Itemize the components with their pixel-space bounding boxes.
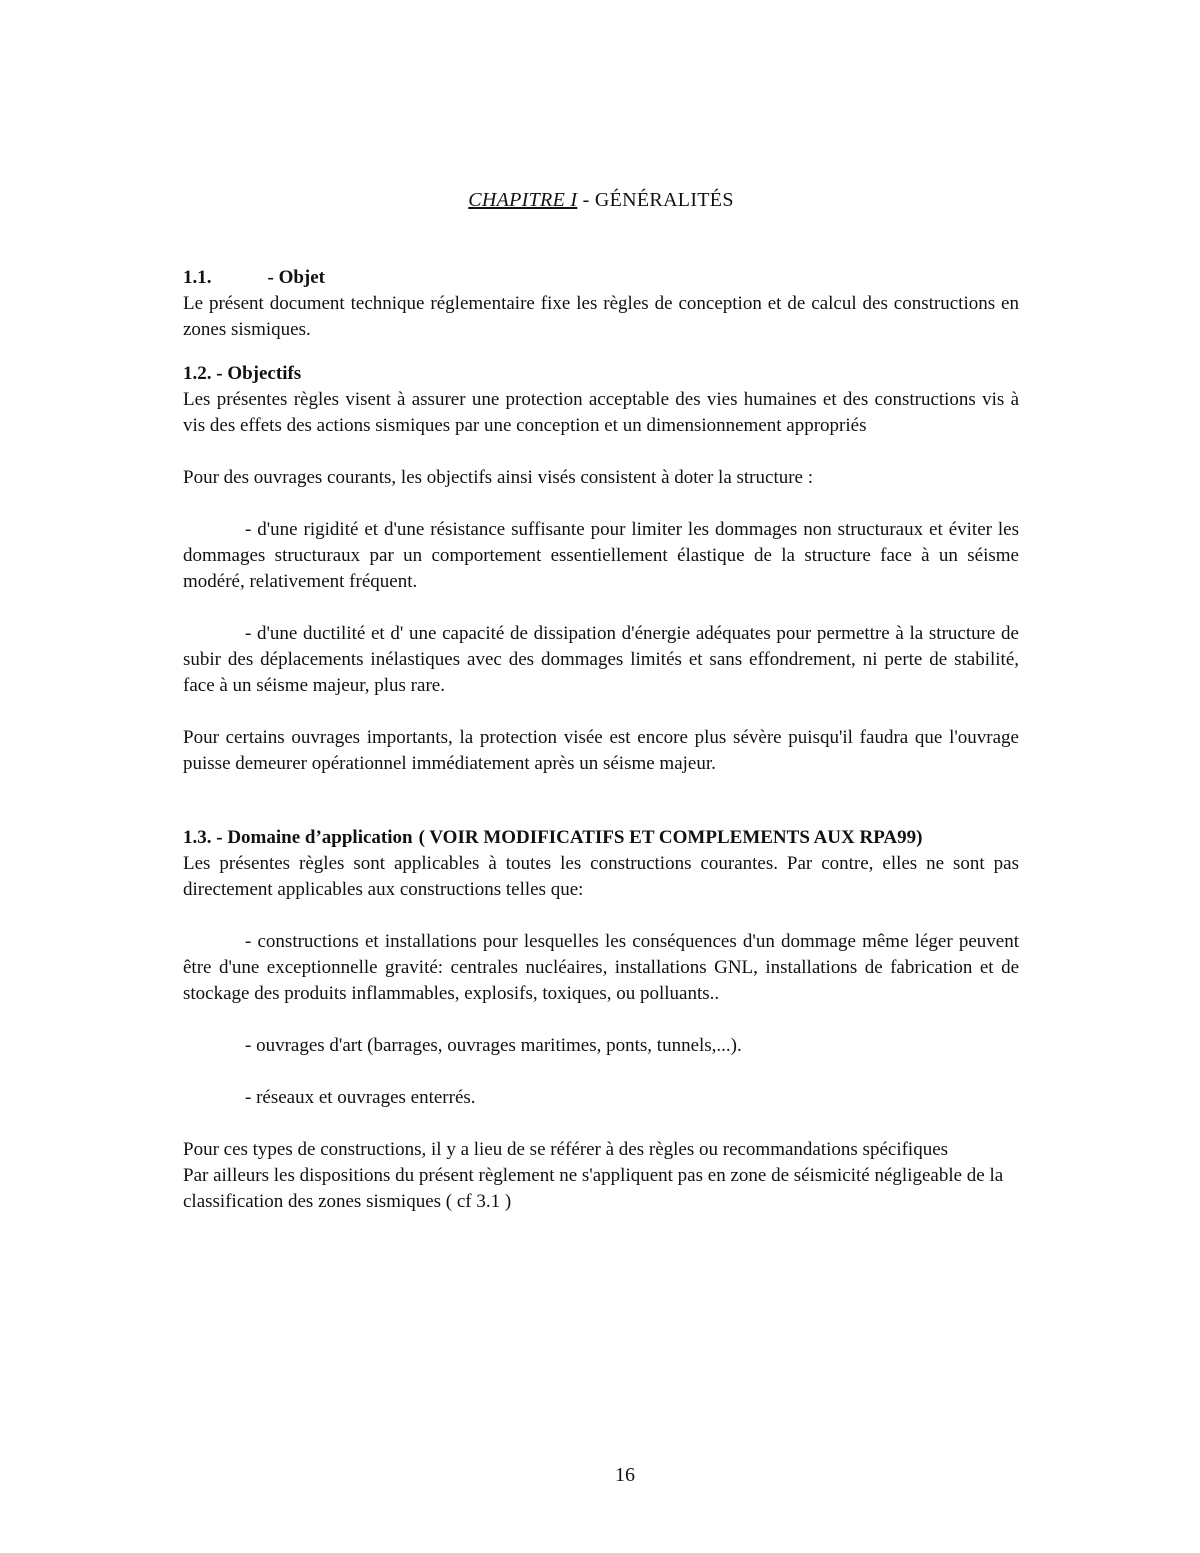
paragraph-objectifs-intro: Les présentes règles visent à assurer une protection acceptable des vies humaines et des constructions vis à vis des effets des actions sismiques par une conception et un dimensionnement appropriés <box>183 389 1019 436</box>
paragraph-regles-specifiques: Pour ces types de constructions, il y a lieu de se référer à des règles ou recommandations spécifiques <box>183 1139 949 1160</box>
document-page <box>183 185 1019 1215</box>
section-number: 1.1. <box>183 267 212 288</box>
paragraph-seismicite-negligeable: Par ailleurs les dispositions du présent règlement ne s'appliquent pas en zone de séismicité négligeable de la classification des zones sismiques ( cf 3.1 ) <box>183 1165 1004 1212</box>
section-heading-objet <box>183 265 1019 291</box>
paragraph-objet: Le présent document technique réglementaire fixe les règles de conception et de calcul des constructions en zones sismiques. <box>183 293 1019 340</box>
paragraph-ductilite: - d'une ductilité et d' une capacité de dissipation d'énergie adéquates pour permettre à la structure de subir des déplacements inélastiques avec des dommages limités et sans effondrement, ni perte de stabilité, face à un séisme majeur, plus rare. <box>183 623 1019 696</box>
chapter-title <box>183 185 1019 215</box>
chapter-separator: - <box>577 189 595 211</box>
section-number: 1.3. <box>183 827 212 848</box>
paragraph-reseaux: - réseaux et ouvrages enterrés. <box>245 1087 476 1108</box>
paragraph-domaine-intro: Les présentes règles sont applicables à toutes les constructions courantes. Par contre, elles ne sont pas directement applicables aux constructions telles que: <box>183 853 1019 900</box>
paragraph-ouvrages-art: - ouvrages d'art (barrages, ouvrages maritimes, ponts, tunnels,...). <box>245 1035 742 1056</box>
section-heading-domaine <box>183 825 1019 851</box>
paragraph-ouvrages-importants: Pour certains ouvrages importants, la protection visée est encore plus sévère puisqu'il faudra que l'ouvrage puisse demeurer opérationnel immédiatement après un séisme majeur. <box>183 727 1019 774</box>
paragraph-constructions-installations: - constructions et installations pour lesquelles les conséquences d'un dommage même léger peuvent être d'une exceptionnelle gravité: centrales nucléaires, installations GNL, installations de fabrication et de stockage des produits inflammables, explosifs, toxiques, ou polluants.. <box>183 931 1019 1004</box>
section-note: ( VOIR MODIFICATIFS ET COMPLEMENTS AUX RPA99) <box>418 827 923 848</box>
chapter-label: CHAPITRE I <box>468 189 578 211</box>
paragraph-rigidite: - d'une rigidité et d'une résistance suffisante pour limiter les dommages non structuraux et éviter les dommages structuraux par un comportement essentiellement élastique de la structure face à un séisme modéré, relativement fréquent. <box>183 519 1019 592</box>
chapter-name: GÉNÉRALITÉS <box>594 189 734 211</box>
page-number: 16 <box>615 1464 635 1486</box>
paragraph-objectifs-courants: Pour des ouvrages courants, les objectifs ainsi visés consistent à doter la structure : <box>183 467 814 488</box>
section-title: - Objectifs <box>216 363 302 384</box>
section-number: 1.2. <box>183 363 212 384</box>
section-heading-objectifs <box>183 361 1019 387</box>
section-title: - Domaine d’application <box>216 827 413 848</box>
section-title: - Objet <box>267 267 326 288</box>
